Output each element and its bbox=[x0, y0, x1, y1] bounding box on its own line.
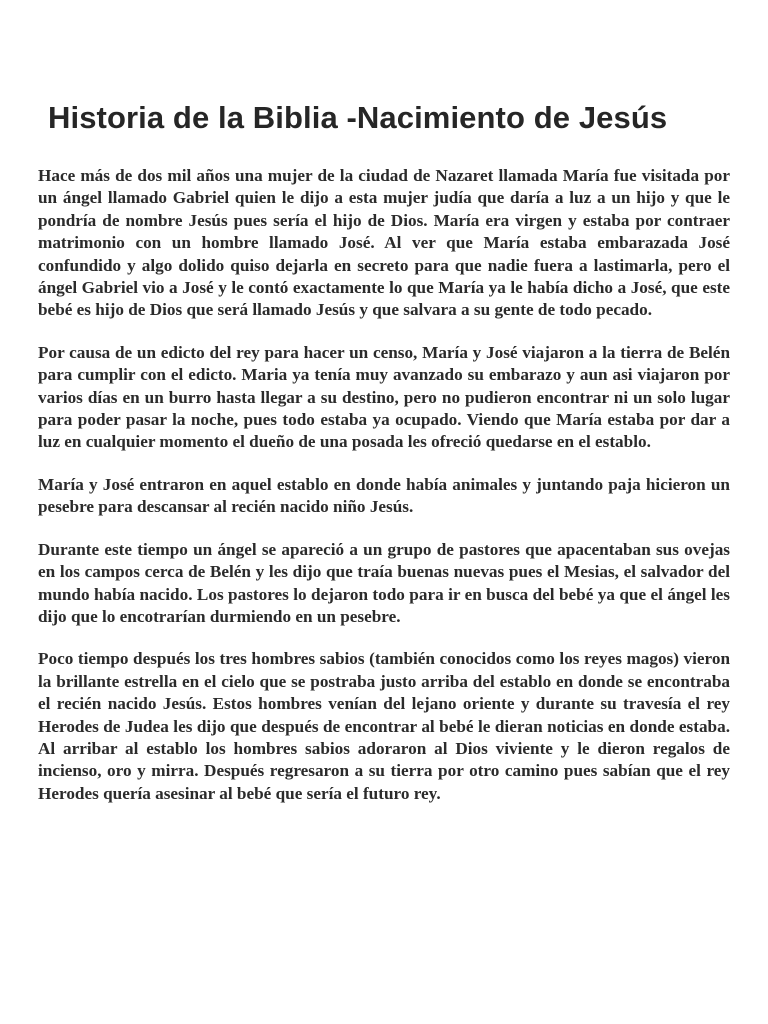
paragraph-2: Por causa de un edicto del rey para hacer un censo, María y José viajaron a la tierra de Belén para cumplir con el edicto. Maria ya tenía muy avanzado su embarazo y aun asi viajaron por varios días en un burro hasta llegar a su destino, pero no pudieron encontrar ni un solo lugar para poder pasar la noche, pues todo estaba ya ocupado. Viendo que María estaba por dar a luz en cualquier momento el dueño de una posada les ofreció quedarse en el establo. bbox=[38, 342, 730, 452]
title-text: Historia de la Biblia -Nacimiento de Jesús bbox=[48, 100, 668, 135]
paragraph-5: Poco tiempo después los tres hombres sabios (también conocidos como los reyes magos) vieron la brillante estrella en el cielo que se postraba justo arriba del establo en donde se encontraba el recién nacido Jesús. Estos hombres venían del lejano oriente y durante su travesía el rey Herodes de Judea les dijo que después de encontrar al bebé le dieran noticias en donde estaba. Al arribar al establo los hombres sabios adoraron al Dios viviente y le dieron regalos de incienso, oro y mirra. Después regresaron a su tierra por otro camino pues sabían que el rey Herodes quería asesinar al bebé que sería el futuro rey. bbox=[38, 649, 730, 803]
paragraph-4: Durante este tiempo un ángel se apareció a un grupo de pastores que apacentaban sus ovejas en los campos cerca de Belén y les dijo que traía buenas nuevas pues el Mesias, el salvador del mundo había nacido. Los pastores lo dejaron todo para ir en busca del bebé ya que el ángel les dijo que lo encotrarían durmiendo en un pesebre. bbox=[38, 539, 730, 626]
paragraph-3: María y José entraron en aquel establo en donde había animales y juntando paja hicieron un pesebre para descansar al recién nacido niño Jesús. bbox=[38, 474, 730, 517]
paragraph-1: Hace más de dos mil años una mujer de la ciudad de Nazaret llamada María fue visitada por un ángel llamado Gabriel quien le dijo a esta mujer judía que daría a luz a un hijo y que le pondría de nombre Jesús pues sería el hijo de Dios. María era virgen y estaba por contraer matrimonio con un hombre llamado José. Al ver que María estaba embarazada José confundido y algo dolido quiso dejarla en secreto para que nadie fuera a lastimarla, pero el ángel Gabriel vio a José y le contó exactamente lo que María ya le había dicho a José, que este bebé es hijo de Dios que será llamado Jesús y que salvara a su gente de todo pecado. bbox=[38, 166, 730, 320]
page-title bbox=[38, 97, 730, 139]
